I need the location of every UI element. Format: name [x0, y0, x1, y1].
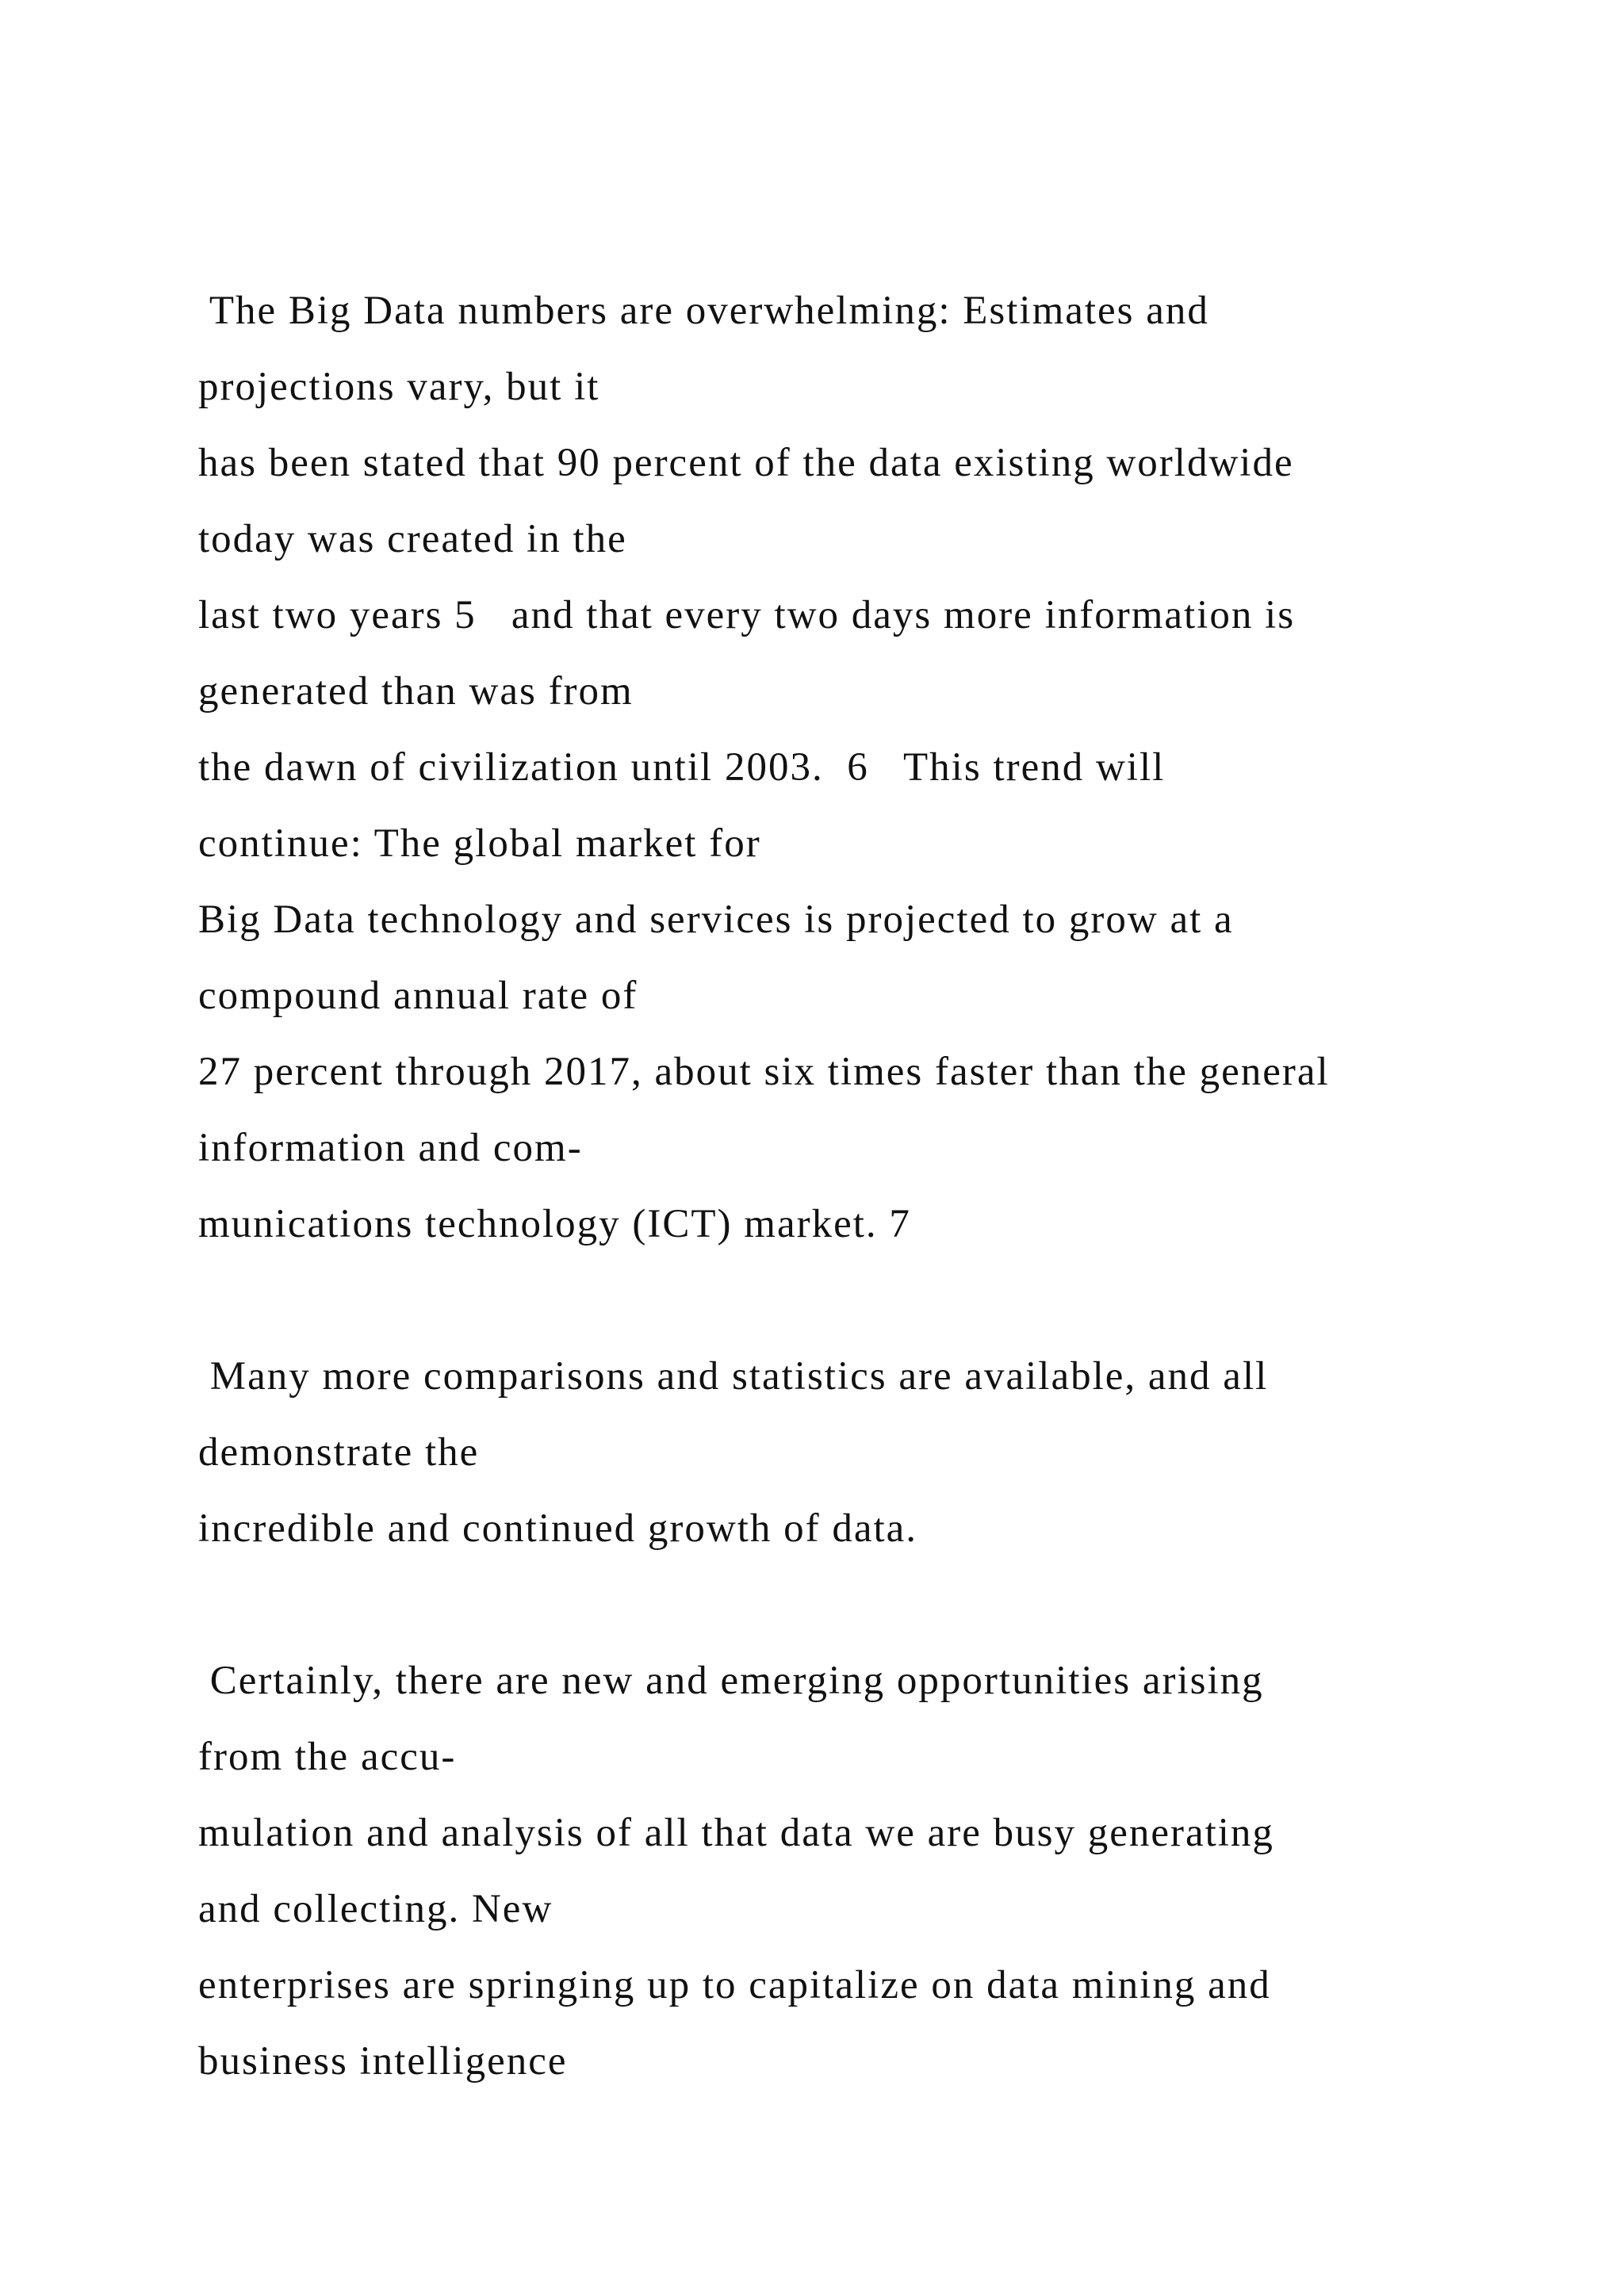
text-line: and collecting. New	[198, 1887, 553, 1931]
body-text	[198, 273, 1610, 2099]
paragraph	[198, 273, 1610, 1262]
text-line: projections vary, but it	[198, 365, 600, 409]
text-line: information and com-	[198, 1126, 583, 1170]
text-line: Big Data technology and services is projected to grow at a	[198, 897, 1234, 942]
text-line: today was created in the	[198, 517, 627, 561]
text-line: incredible and continued growth of data.	[198, 1506, 918, 1551]
text-line: The Big Data numbers are overwhelming: Estimates and	[198, 289, 1209, 333]
text-line: demonstrate the	[198, 1430, 480, 1475]
text-line: the dawn of civilization until 2003. 6 This trend will	[198, 745, 1166, 790]
paragraph-gap	[198, 1262, 1610, 1338]
text-line: munications technology (ICT) market. 7	[198, 1202, 911, 1246]
paragraph-gap	[198, 1567, 1610, 1643]
text-line: from the accu-	[198, 1735, 457, 1779]
text-line: Many more comparisons and statistics are available, and all	[198, 1354, 1269, 1399]
text-line: 27 percent through 2017, about six times faster than the general	[198, 1050, 1330, 1094]
paragraph	[198, 1643, 1610, 2099]
text-line: last two years 5 and that every two days more information is	[198, 593, 1296, 637]
text-line: has been stated that 90 percent of the data existing worldwide	[198, 441, 1294, 485]
text-line: Certainly, there are new and emerging opportunities arising	[198, 1659, 1264, 1703]
paragraph	[198, 1338, 1610, 1567]
text-line: business intelligence	[198, 2039, 568, 2084]
text-line: enterprises are springing up to capitalize on data mining and	[198, 1963, 1271, 2007]
text-line: continue: The global market for	[198, 821, 761, 866]
text-line: generated than was from	[198, 669, 634, 714]
text-line: mulation and analysis of all that data we are busy generating	[198, 1811, 1274, 1855]
text-line: compound annual rate of	[198, 974, 638, 1018]
